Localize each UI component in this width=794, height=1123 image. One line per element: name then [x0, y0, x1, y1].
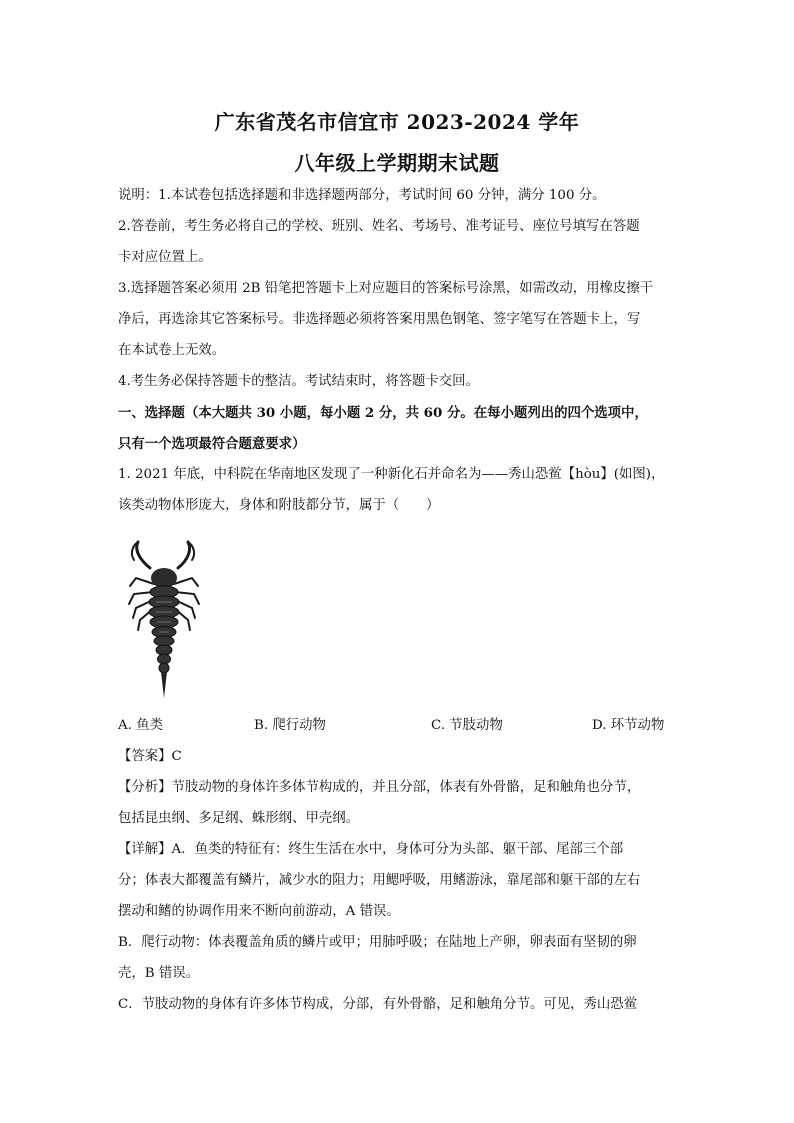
- answer-line: 【答案】C: [118, 749, 182, 764]
- exam-title-line1: 广东省茂名市信宜市 2023-2024 学年: [214, 110, 580, 134]
- detail-line: C．节肢动物的身体有许多体节构成，分部，有外骨骼，足和触角分节。可见，秀山恐鲎: [118, 997, 638, 1012]
- detail-line: 分；体表大都覆盖有鳞片，减少水的阻力；用鳃呼吸，用鳍游泳，靠尾部和躯干部的左右: [118, 873, 641, 888]
- scorpion-fossil-icon: [126, 538, 202, 700]
- detail-line: B．爬行动物：体表覆盖角质的鳞片或甲；用肺呼吸；在陆地上产卵，卵表面有坚韧的卵: [118, 935, 637, 950]
- option-a: A. 鱼类: [118, 718, 163, 733]
- instruction-line: 净后，再选涂其它答案标号。非选择题必须将答案用黑色钢笔、签字笔写在答题卡上，写: [118, 312, 641, 327]
- detail-line: 壳，B 错误。: [118, 966, 200, 981]
- option-b: B. 爬行动物: [254, 718, 326, 733]
- detail-line: 摆动和鳍的协调作用来不断向前游动，A 错误。: [118, 904, 400, 919]
- instruction-line: 3.选择题答案必须用 2B 铅笔把答题卡上对应题目的答案标号涂黑，如需改动，用橡皮擦干: [118, 281, 654, 296]
- question-stem: 1. 2021 年底，中科院在华南地区发现了一种新化石并命名为——秀山恐鲎【hòu】(如图)，: [118, 467, 665, 482]
- analysis-line: 包括昆虫纲、多足纲、蛛形纲、甲壳纲。: [118, 811, 360, 826]
- instruction-line: 说明：1.本试卷包括选择题和非选择题两部分，考试时间 60 分钟，满分 100 分。: [118, 188, 606, 203]
- detail-line: 【详解】A．鱼类的特征有：终生生活在水中，身体可分为头部、躯干部、尾部三个部: [118, 842, 624, 857]
- instruction-line: 在本试卷上无效。: [118, 343, 226, 358]
- option-c: C. 节肢动物: [431, 718, 503, 733]
- instruction-line: 4.考生务必保持答题卡的整洁。考试结束时，将答题卡交回。: [118, 374, 479, 389]
- question-stem-cont: 该类动物体形庞大，身体和附肢都分节，属于（ ）: [118, 498, 440, 513]
- instruction-line: 2.答卷前，考生务必将自己的学校、班别、姓名、考场号、准考证号、座位号填写在答题: [118, 219, 640, 234]
- option-d: D. 环节动物: [592, 718, 665, 733]
- section-heading-cont: 只有一个选项最符合题意要求）: [118, 436, 306, 452]
- exam-title-line2: 八年级上学期期末试题: [294, 151, 500, 175]
- instruction-line: 卡对应位置上。: [118, 250, 212, 265]
- analysis-line: 【分析】节肢动物的身体许多体节构成的，并且分部，体表有外骨骼，足和触角也分节，: [118, 780, 641, 795]
- section-heading: 一、选择题（本大题共 30 小题，每小题 2 分，共 60 分。在每小题列出的四个选项中，: [118, 405, 648, 421]
